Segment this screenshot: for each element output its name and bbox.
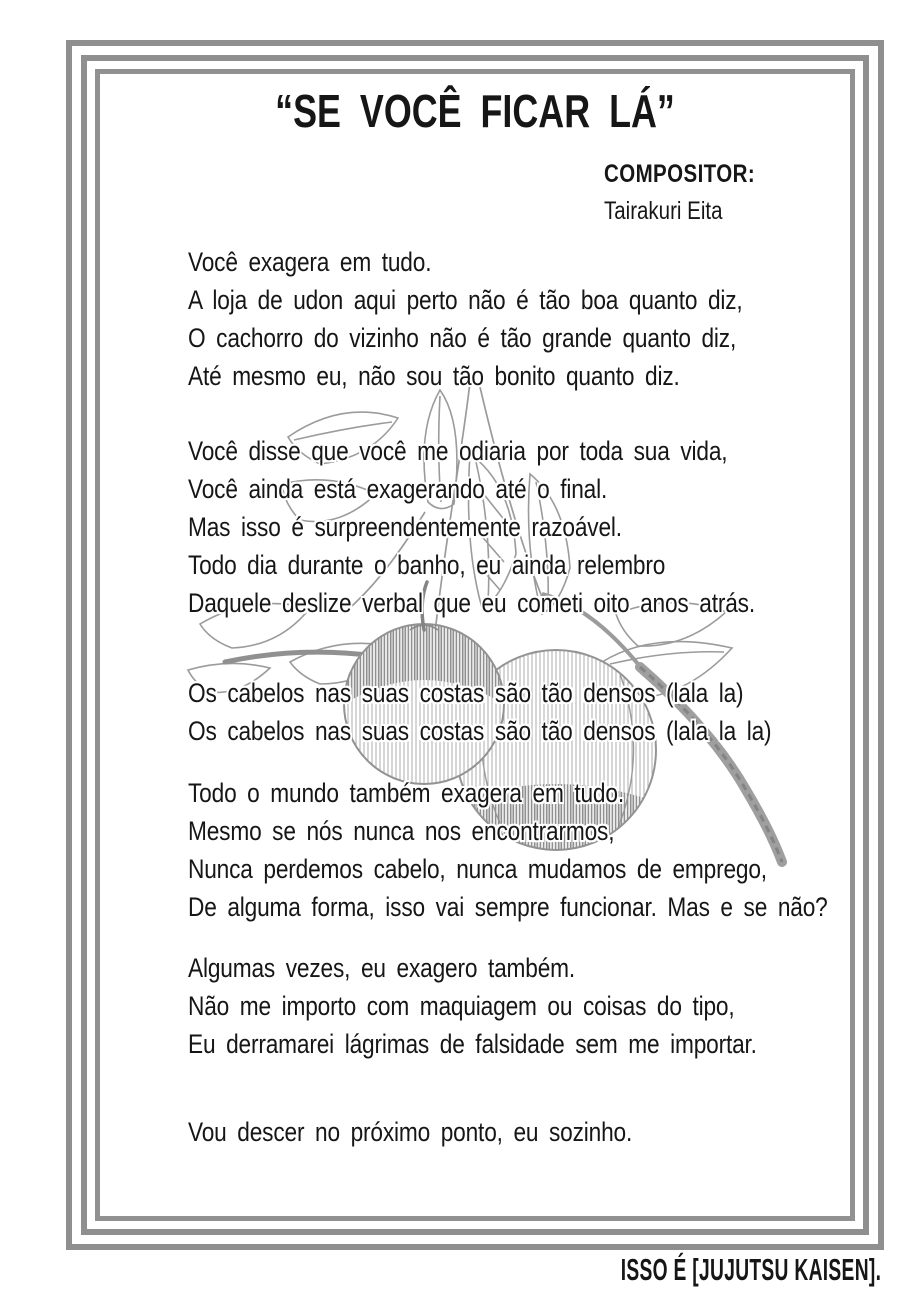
lyric-line: Você ainda está exagerando até o final. [188,474,608,504]
lyric-line: Todo dia durante o banho, eu ainda relembro [188,550,666,580]
lyric-line: A loja de udon aqui perto não é tão boa quanto diz, [188,285,743,315]
lyric-line: Nunca perdemos cabelo, nunca mudamos de emprego, [188,854,767,884]
lyric-line: Eu derramarei lágrimas de falsidade sem me importar. [188,1029,757,1059]
lyric-line: Não me importo com maquiagem ou coisas do tipo, [188,991,735,1021]
lyric-line: Mas isso é surpreendentemente razoável. [188,512,622,542]
lyric-line: Vou descer no próximo ponto, eu sozinho. [188,1117,633,1147]
lyric-line: Mesmo se nós nunca nos encontrarmos, [188,816,615,846]
lyric-line: Todo o mundo também exagera em tudo. [188,778,624,808]
lyric-line: O cachorro do vizinho não é tão grande quanto diz, [188,323,737,353]
lyric-line: Os cabelos nas suas costas são tão densos (lala la) [188,678,744,708]
stanza-3 [188,674,843,750]
song-title: “SE VOCÊ FICAR LÁ” [275,85,675,137]
lyric-line: Algumas vezes, eu exagero também. [188,953,576,983]
stanza-4 [188,774,843,926]
lyric-line: Daquele deslize verbal que eu cometi oito anos atrás. [188,588,755,618]
lyric-line: Você disse que você me odiaria por toda sua vida, [188,436,728,466]
composer-name: Tairakuri Eita [604,197,723,225]
stanza-6 [188,1113,843,1151]
stanza-2 [188,432,843,622]
lyric-line: Você exagera em tudo. [188,247,432,277]
lyrics [188,243,843,1151]
stanza-5 [188,949,843,1063]
lyric-line: De alguma forma, isso vai sempre funcionar. Mas e se não? [188,892,828,922]
composer-label: COMPOSITOR: [604,160,756,188]
lyric-line: Até mesmo eu, não sou tão bonito quanto diz. [188,361,680,391]
composer-block [604,156,755,230]
stanza-1 [188,243,843,395]
footer-credit: ISSO É [JUJUTSU KAISEN]. [620,1252,881,1287]
lyric-line: Os cabelos nas suas costas são tão densos (lala la la) [188,716,772,746]
